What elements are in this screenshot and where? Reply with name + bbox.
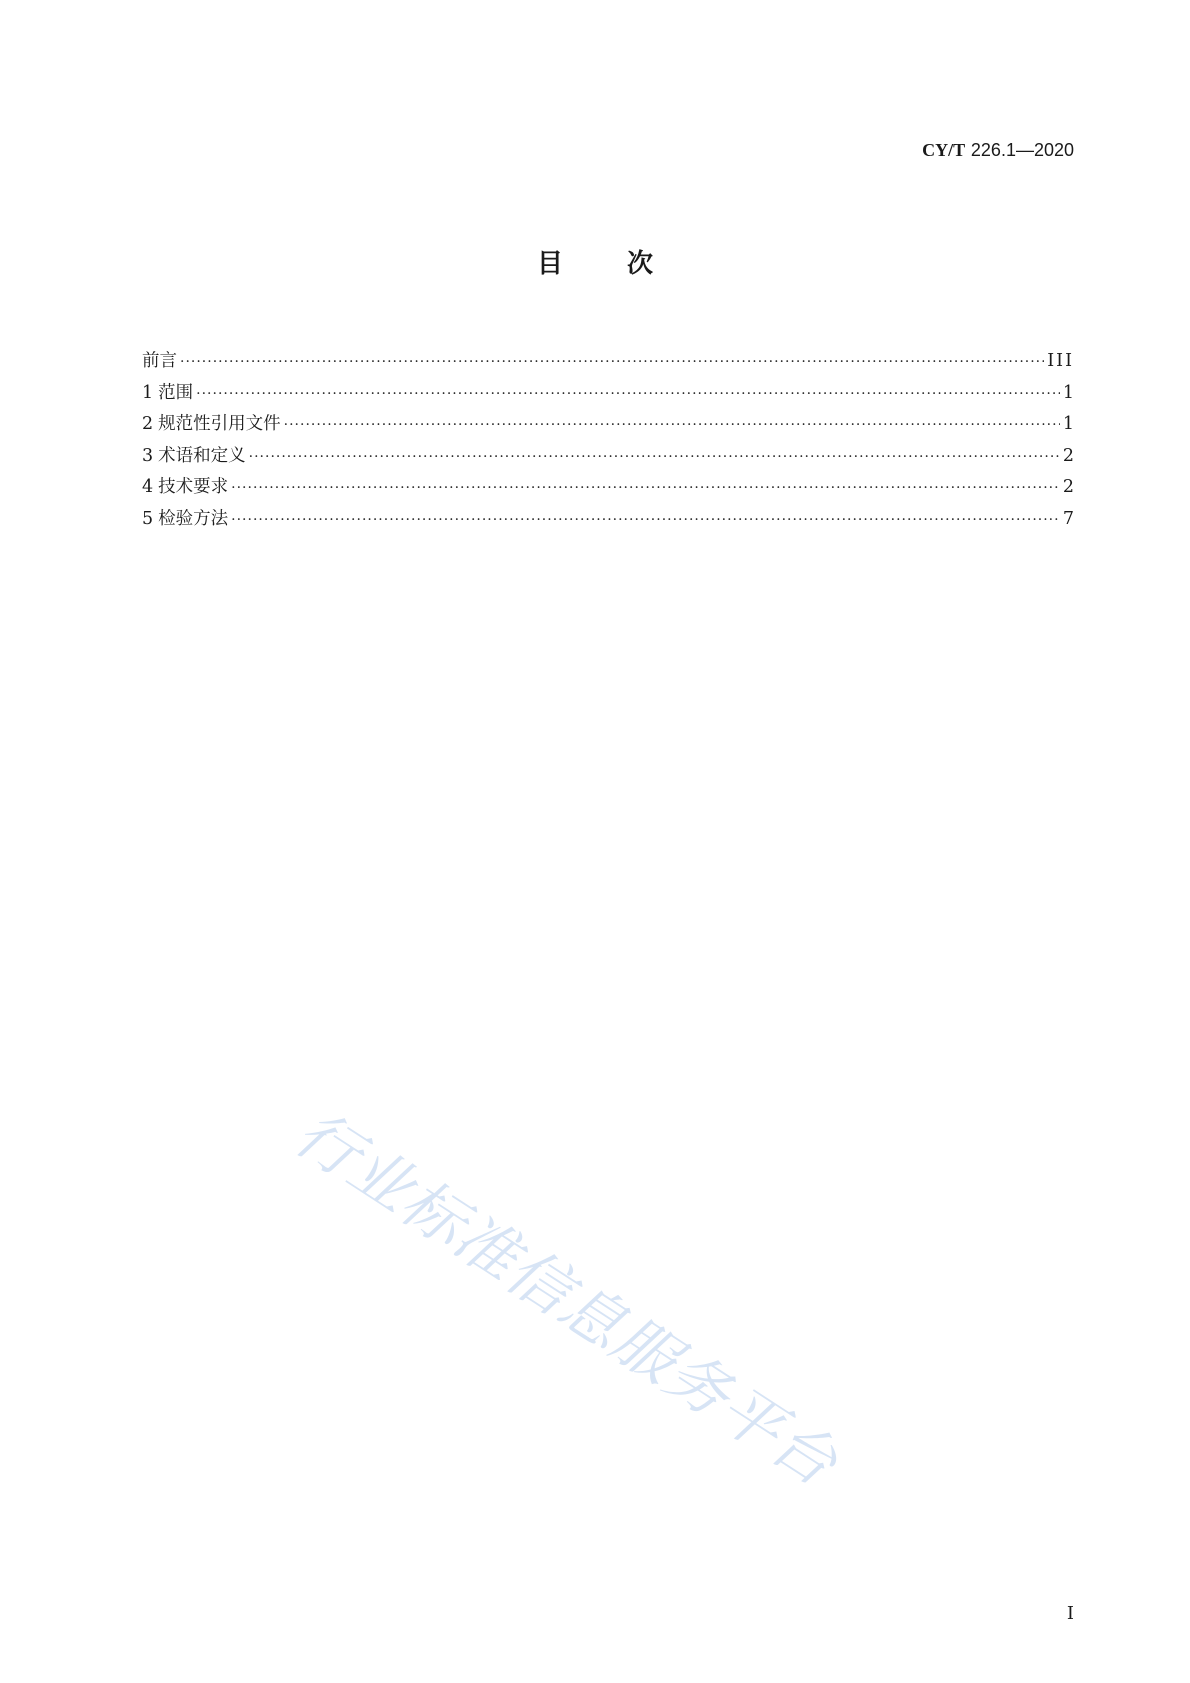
toc-dot-leader: [231, 473, 1060, 505]
toc-entry-page: III: [1047, 351, 1074, 371]
document-code: [922, 140, 1074, 161]
toc-entry-page: 7: [1062, 508, 1074, 529]
toc-dot-leader: [180, 347, 1044, 379]
toc-entry-page: 2: [1062, 477, 1074, 498]
toc-entry-number: 1: [142, 382, 154, 403]
toc-dot-leader: [284, 410, 1060, 442]
toc-dot-leader: [231, 505, 1060, 537]
toc-entry-label: 技术要求: [158, 477, 229, 498]
toc-entry-terms-definitions[interactable]: [142, 441, 1074, 473]
toc-entry-scope[interactable]: [142, 378, 1074, 410]
toc-entry-number: 5: [142, 508, 154, 529]
toc-entry-normative-references[interactable]: [142, 409, 1074, 441]
toc-entry-label: 范围: [158, 382, 194, 403]
toc-entry-page: 1: [1062, 382, 1074, 403]
watermark: 行业标准信息服务平台: [282, 1096, 851, 1501]
document-code-number: 226.1—2020: [970, 140, 1074, 160]
toc-entry-label: 检验方法: [158, 508, 229, 529]
toc-title-char-1: 目: [536, 249, 563, 279]
toc-entry-foreword[interactable]: [142, 346, 1074, 378]
document-code-prefix: CY/T: [922, 140, 966, 160]
page-number: I: [1066, 1603, 1074, 1624]
toc-entry-page: 1: [1062, 414, 1074, 435]
toc-dot-leader: [249, 442, 1060, 474]
toc-entry-label: 前言: [142, 351, 177, 371]
toc-dot-leader: [196, 379, 1060, 411]
toc-entry-label: 规范性引用文件: [158, 414, 281, 435]
toc-entry-number: 2: [142, 414, 154, 435]
toc-entry-number: 4: [142, 477, 154, 498]
toc-title-char-2: 次: [627, 249, 654, 279]
toc-entry-label: 术语和定义: [158, 445, 246, 466]
toc-entry-number: 3: [142, 445, 154, 466]
toc-entry-test-methods[interactable]: [142, 504, 1074, 536]
toc-list: [142, 346, 1074, 536]
toc-entry-page: 2: [1062, 445, 1074, 466]
toc-title: [0, 243, 1190, 280]
toc-entry-technical-requirements[interactable]: [142, 472, 1074, 504]
